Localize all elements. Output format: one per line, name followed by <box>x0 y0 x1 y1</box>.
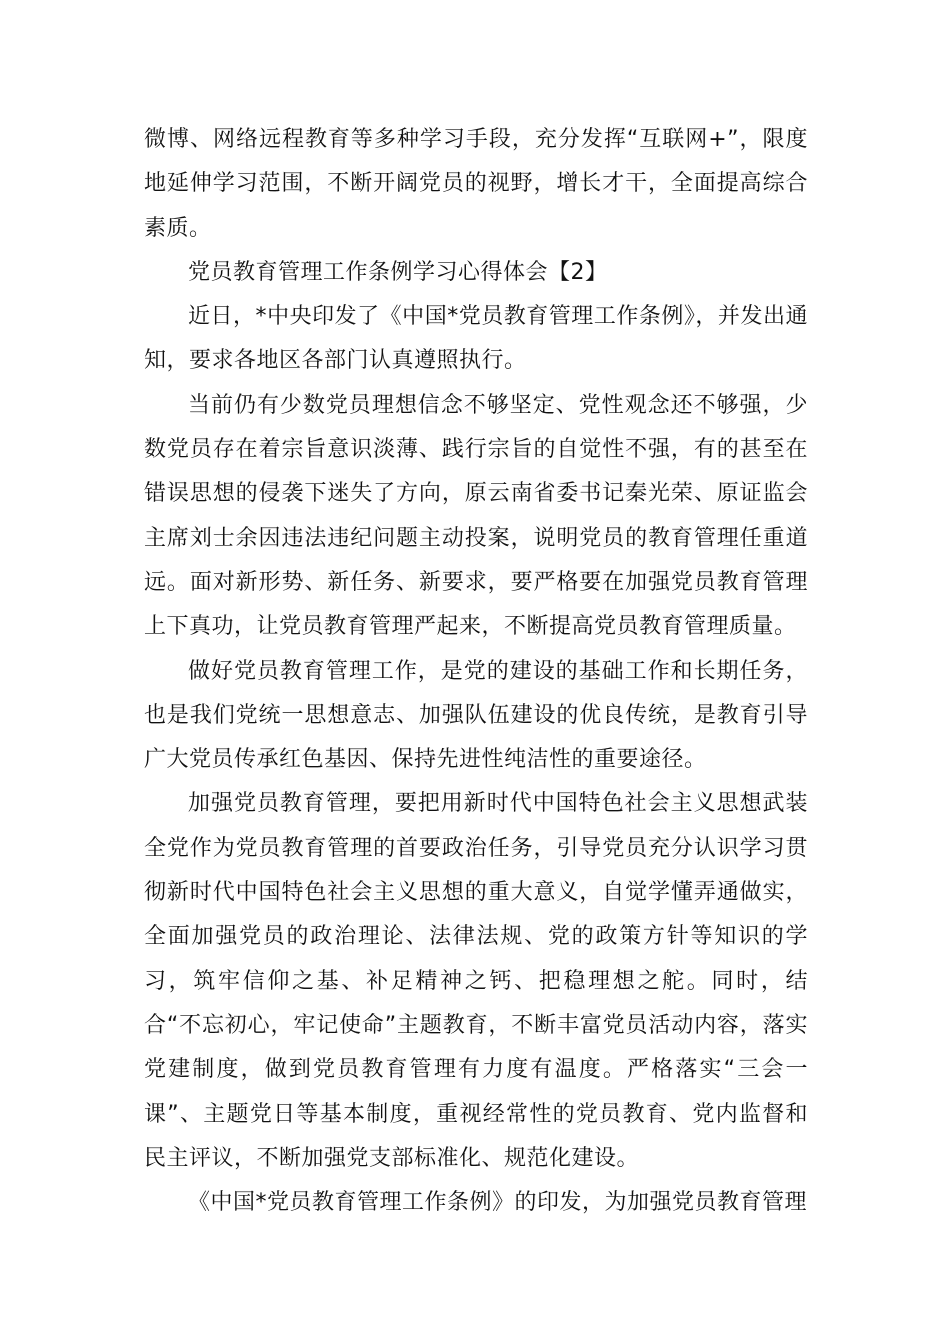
body-paragraph-1: 近日，*中央印发了《中国*党员教育管理工作条例》，并发出通知，要求各地区各部门认真遵照执行。 <box>144 304 808 374</box>
section-title: 党员教育管理工作条例学习心得体会【2】 <box>188 259 608 285</box>
continuation-paragraph: 微博、网络远程教育等多种学习手段，充分发挥“互联网+”，限度地延伸学习范围，不断开阔党员的视野，增长才干，全面提高综合素质。 <box>144 127 808 241</box>
body-paragraph-3: 做好党员教育管理工作，是党的建设的基础工作和长期任务，也是我们党统一思想意志、加强队伍建设的优良传统，是教育引导广大党员传承红色基因、保持先进性纯洁性的重要途径。 <box>144 658 808 773</box>
document-body <box>144 118 808 1225</box>
body-paragraph-5: 《中国*党员教育管理工作条例》的印发，为加强党员教育管理 <box>188 1190 808 1216</box>
body-paragraph-2: 当前仍有少数党员理想信念不够坚定、党性观念还不够强，少数党员存在着宗旨意识淡薄、践行宗旨的自觉性不强，有的甚至在错误思想的侵袭下迷失了方向，原云南省委书记秦光荣、原证监会主席刘士余因违法违纪问题主动投案，说明党员的教育管理任重道远。面对新形势、新任务、新要求，要严格要在加强党员教育管理上下真功，让党员教育管理严起来，不断提高党员教育管理质量。 <box>144 392 808 640</box>
body-paragraph-4: 加强党员教育管理，要把用新时代中国特色社会主义思想武装全党作为党员教育管理的首要政治任务，引导党员充分认识学习贯彻新时代中国特色社会主义思想的重大意义，自觉学懂弄通做实，全面加强党员的政治理论、法律法规、党的政策方针等知识的学习，筑牢信仰之基、补足精神之钙、把稳理想之舵。同时，结合“不忘初心，牢记使命”主题教育，不断丰富党员活动内容，落实党建制度，做到党员教育管理有力度有温度。严格落实“三会一课”、主题党日等基本制度，重视经常性的党员教育、党内监督和民主评议，不断加强党支部标准化、规范化建设。 <box>144 791 808 1171</box>
